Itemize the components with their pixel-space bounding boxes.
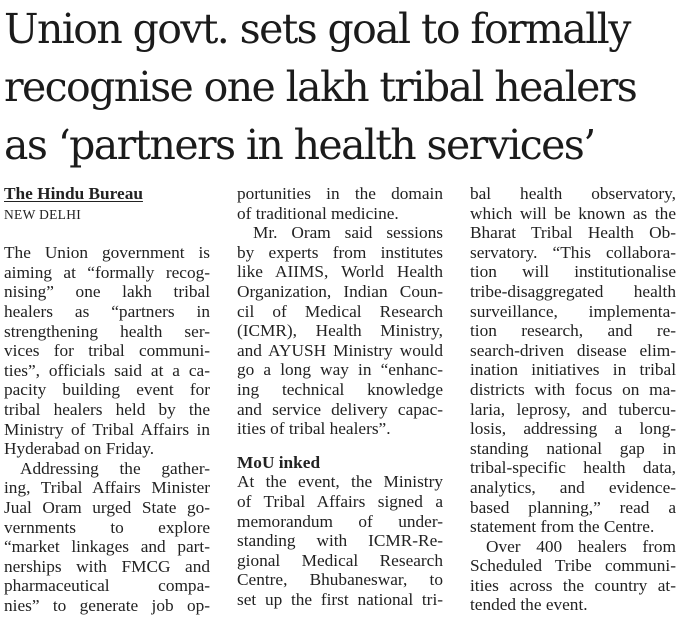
text-line: cil of Medical Research (237, 301, 443, 321)
text-line: based planning,” read a (470, 497, 676, 517)
text-line: which will be known as the (470, 203, 676, 223)
text-line: tribal-specific health data, (470, 458, 676, 478)
text-line: Organization, Indian Coun- (237, 281, 443, 301)
text-line: gional Medical Research (237, 550, 443, 570)
headline-line: recognise one lakh tribal healers (4, 63, 637, 111)
text-line: ties”, officials said at a ca- (4, 360, 210, 380)
text-line: laria, leprosy, and tubercu- (470, 399, 676, 419)
text-line: and AYUSH Ministry would (237, 340, 443, 360)
text-line: by experts from institutes (237, 242, 443, 262)
text-line: portunities in the domain (237, 184, 443, 203)
text-line: vernments to explore (4, 517, 210, 537)
text-line: nising” one lakh tribal (4, 282, 210, 302)
text-line: Over 400 healers from (486, 536, 676, 556)
text-line: Ministry of Tribal Affairs in (4, 419, 210, 439)
text-line: pacity building event for (4, 380, 210, 400)
text-line: servatory. “This collabora- (470, 242, 676, 262)
text-line: districts with focus on ma- (470, 379, 676, 399)
text-line: of Tribal Affairs signed a (237, 491, 443, 511)
text-line: surveillance, implementa- (470, 301, 676, 321)
text-line: bal health observatory, (470, 184, 676, 203)
text-line: statement from the Centre. (470, 517, 655, 537)
text-line: Hyderabad on Friday. (4, 439, 155, 459)
text-line: ities across the country at- (470, 575, 676, 595)
text-line: Scheduled Tribe communi- (470, 556, 676, 576)
text-line: nerships with FMCG and (4, 556, 210, 576)
paragraph (4, 243, 210, 459)
paragraph (470, 537, 676, 615)
text-line: tended the event. (470, 595, 588, 615)
paragraph (237, 184, 443, 223)
text-line: set up the first national tri- (237, 589, 443, 609)
text-line: standing with ICMR-Re- (237, 531, 443, 551)
paragraph (237, 223, 443, 439)
article-column-2 (237, 184, 443, 609)
paragraph (237, 472, 443, 609)
text-line: pharmaceutical compa- (4, 576, 210, 596)
text-line: like AIIMS, World Health (237, 262, 443, 282)
headline-line: Union govt. sets goal to formally (4, 5, 630, 53)
text-line: ing technical knowledge (237, 379, 443, 399)
text-line: search-driven disease elim- (470, 340, 676, 360)
text-line: aiming at “formally recog- (4, 262, 210, 282)
text-line: ination initiatives in tribal (470, 360, 676, 380)
text-line: Addressing the gather- (20, 458, 210, 478)
text-line: Jual Oram urged State go- (4, 497, 210, 517)
text-line: strengthening health ser- (4, 321, 210, 341)
headline (4, 0, 676, 174)
text-line: tribal healers held by the (4, 399, 210, 419)
text-line: go a long way in “enhanc- (237, 360, 443, 380)
article-column-1 (4, 184, 210, 615)
text-line: Mr. Oram said sessions (253, 223, 443, 243)
text-line: of traditional medicine. (237, 203, 399, 223)
text-line: nies” to generate job op- (4, 595, 210, 615)
text-line: ing, Tribal Affairs Minister (4, 478, 210, 498)
byline: The Hindu Bureau (4, 184, 143, 203)
dateline: NEW DELHI (4, 206, 82, 222)
text-line: healers as “partners in (4, 301, 210, 321)
text-line: analytics, and evidence- (470, 477, 676, 497)
text-line: Centre, Bhubaneswar, to (237, 570, 443, 590)
text-line: The Union government is (4, 243, 210, 263)
text-line: Bharat Tribal Health Ob- (470, 223, 676, 243)
paragraph (4, 459, 210, 616)
paragraph (470, 184, 676, 537)
text-line: tion research, and re- (470, 321, 676, 341)
headline-line: as ‘partners in health services’ (4, 121, 595, 169)
article-column-3 (470, 184, 676, 615)
text-line: memorandum of under- (237, 511, 443, 531)
subheading: MoU inked (237, 452, 321, 472)
text-line: tion will institutionalise (470, 262, 676, 282)
text-line: losis, addressing a long- (470, 419, 676, 439)
text-line: ities of tribal healers”. (237, 419, 391, 439)
text-line: and service delivery capac- (237, 399, 443, 419)
text-line: At the event, the Ministry (237, 472, 443, 492)
text-line: standing national gap in (470, 438, 676, 458)
text-line: “market linkages and part- (4, 537, 210, 557)
text-line: tribe-disaggregated health (470, 281, 676, 301)
text-line: vices for tribal communi- (4, 341, 210, 361)
text-line: (ICMR), Health Ministry, (237, 321, 443, 341)
